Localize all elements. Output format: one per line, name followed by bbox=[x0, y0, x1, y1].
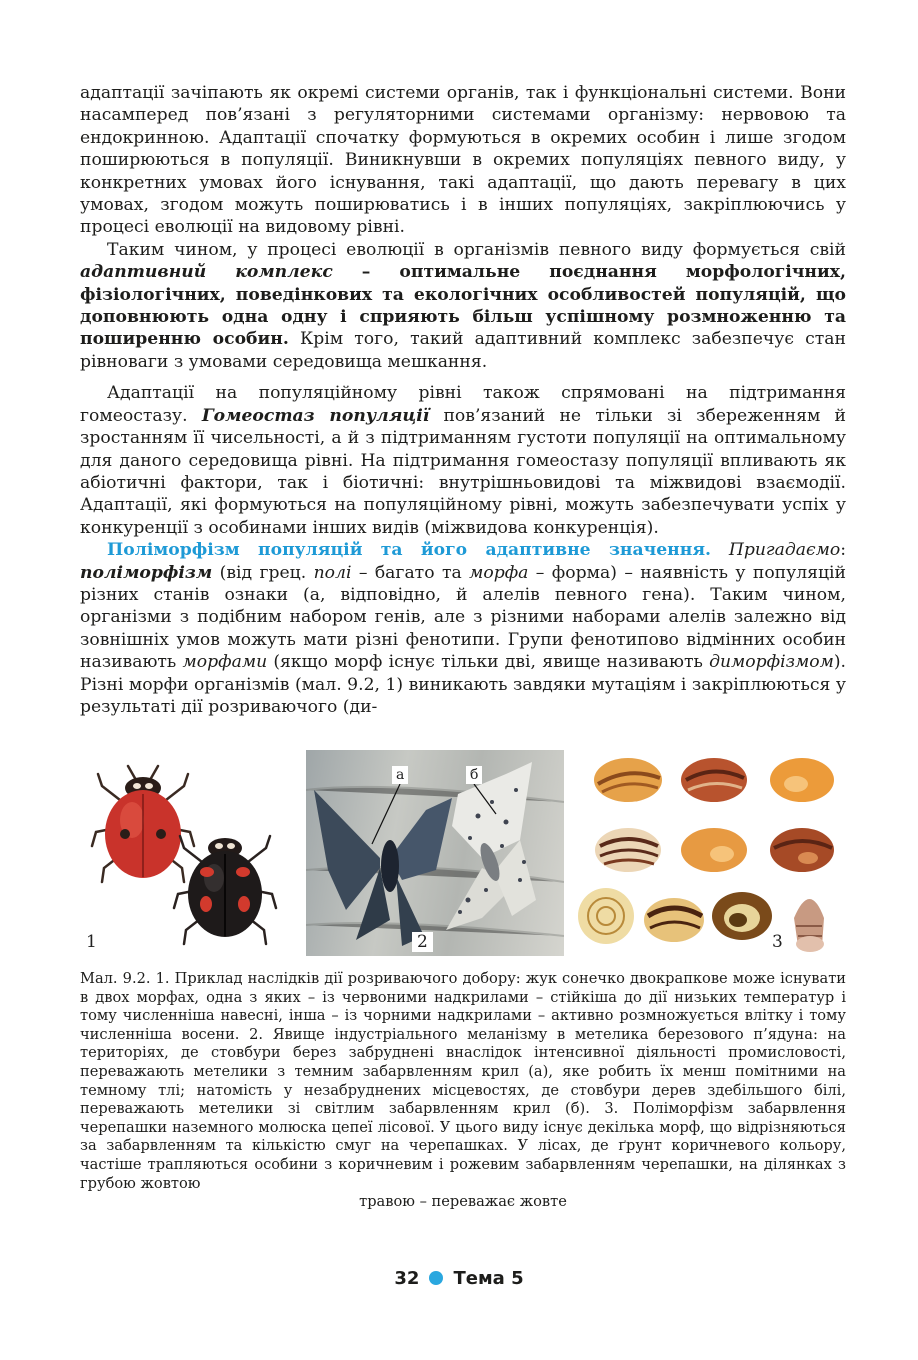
black-ladybug-icon bbox=[174, 836, 276, 944]
colon: : bbox=[840, 540, 846, 561]
caption-last-line: травою – переважає жовте bbox=[359, 1193, 567, 1211]
figure-number-1: 1 bbox=[86, 932, 97, 952]
paragraph-3 bbox=[80, 382, 846, 539]
figure-number-2: 2 bbox=[412, 932, 433, 952]
page-footer bbox=[0, 1268, 918, 1289]
snail-shells-icon bbox=[578, 758, 834, 952]
word-morfa: морфа bbox=[469, 562, 529, 583]
topic-label: Тема 5 bbox=[453, 1268, 524, 1289]
figure-moths bbox=[306, 750, 564, 956]
term-adaptive-complex: адаптивний комплекс bbox=[80, 262, 333, 283]
caption-text: Мал. 9.2. 1. Приклад наслідків дії розриваючого добору: жук сонечко двокрапкове може існувати в двох морфах, одна з яких – із червоними надкрилами – стійкіша до дії низьких температур і тому численніша навесні, інша – із чорними надкрилами – активно розмножується влітку і тому численніша восени. 2. Явище індустріального меланізму в метелика березового п’ядуна: на територіях, де стовбури берез забруднені внаслідок інтенсивної діяльності промисловості, переважають метелики з темним забарвленням крил (а), яке робить їх менш помітними на темному тлі; натомість у незабруднених місцевостях, де стовбури дерев здебільшого білі, переважають метелики зі світлим забарвленням крил (б). 3. Поліморфізм забарвлення черепашки наземного молюска цепеї лісової. У цього виду існує декілька морф, що відрізняються за забарвленням та кількістю смуг на черепашках. У лісах, де ґрунт коричневого кольору, частіше трапляються особини з коричневим і рожевим забарвленням черепашки, на ділянках з грубою жовтою bbox=[80, 970, 846, 1192]
paragraph-4-text-b: – багато та bbox=[351, 562, 470, 583]
ladybugs-illustration bbox=[80, 750, 294, 956]
term-polymorphism: поліморфізм bbox=[80, 562, 213, 583]
moths-illustration bbox=[306, 750, 564, 956]
snails-illustration bbox=[572, 750, 846, 956]
paragraph-3-text-b: пов’язаний не тільки зі збереженням й зростанням її чисельності, а й з підтриманням густоти популяції на оптимальному для даного середовища рівні. На підтримання гомеостазу популяції впливають як абіотичні фактори, так і біотичні: внутрішньовидові та міжвидові взаємодії. Адаптації, які формуються на популяційному рівні, можуть забезпечувати успіх у конкуренції з особинами інших видів (міжвидова конкуренція). bbox=[80, 405, 846, 538]
figure-9-2 bbox=[80, 750, 846, 960]
paragraph-3-text-a: Адаптації на популяційному рівні також спрямовані на підтримання гомеостазу. bbox=[80, 383, 846, 426]
paragraph-4-text-e: ). Різні морфи організмів (мал. 9.2, 1) виникають завдяки мутаціям і закріплюються у результаті дії розриваючого (ди- bbox=[80, 652, 846, 717]
word-dimorphism: диморфізмом bbox=[709, 652, 834, 673]
page-number: 32 bbox=[394, 1268, 420, 1289]
paragraph-4-text-c: – форма) – наявність у популяцій різних станів ознаки (а, відповідно, й алелів певного гена). Таким чином, організми з подібним набором генів, але з різними наборами алелів залежно від зовнішніх умов можуть мати різні фенотипи. Групи фенотипово відмінних особин називають bbox=[80, 562, 847, 673]
light-moth-icon bbox=[446, 762, 536, 930]
section-heading-polymorphism: Поліморфізм популяцій та його адаптивне значення. bbox=[107, 540, 712, 561]
paragraph-4-text-a: (від грец. bbox=[212, 562, 314, 583]
paragraph-1-text: адаптації зачіпають як окремі системи органів, так і функціональні системи. Вони насамперед пов’язані з регуляторними системами організму: нервовою та ендокринною. Адаптації спочатку формуються в окремих особин і лише згодом поширюються в популяції. Виникнувши в окремих популяціях певного виду, у конкретних умовах його існування, такі адаптації, що дають перевагу в цих умовах, згодом можуть поширюватись і в інших популяціях, закріплюючись у процесі еволюції на видовому рівні. bbox=[80, 83, 846, 238]
paragraph-4-text-d: (якщо морф існує тільки дві, явище називають bbox=[267, 652, 710, 673]
term-population-homeostasis: Гомеостаз популяції bbox=[201, 405, 430, 426]
label-b: б bbox=[466, 766, 482, 784]
bullet-icon bbox=[429, 1271, 443, 1285]
label-a: а bbox=[392, 766, 408, 784]
paragraph-1 bbox=[80, 82, 846, 239]
figure-number-3: 3 bbox=[772, 932, 783, 952]
word-morfy: морфами bbox=[182, 652, 268, 673]
main-text bbox=[80, 82, 846, 718]
figure-snails bbox=[572, 750, 846, 956]
red-ladybug-icon bbox=[92, 766, 194, 882]
figure-ladybugs bbox=[80, 750, 294, 956]
paragraph-2 bbox=[80, 239, 846, 373]
recall-label: Пригадаємо bbox=[711, 540, 841, 561]
figure-caption bbox=[80, 970, 846, 1212]
paragraph-4 bbox=[80, 539, 846, 718]
definition-adaptive-complex: – оптимальне поєднання морфологічних, фізіологічних, поведінкових та екологічних особливостей популяцій, що доповнюють одна одну і сприяють більш успішному розмноженню та поширенню особин. bbox=[80, 262, 846, 350]
word-poli: полі bbox=[313, 562, 352, 583]
paragraph-2-text-b: Крім того, такий адаптивний комплекс забезпечує стан рівноваги з умовами середовища мешкання. bbox=[80, 329, 846, 372]
paragraph-2-text-a: Таким чином, у процесі еволюції в організмів певного виду формується свій bbox=[107, 239, 846, 260]
